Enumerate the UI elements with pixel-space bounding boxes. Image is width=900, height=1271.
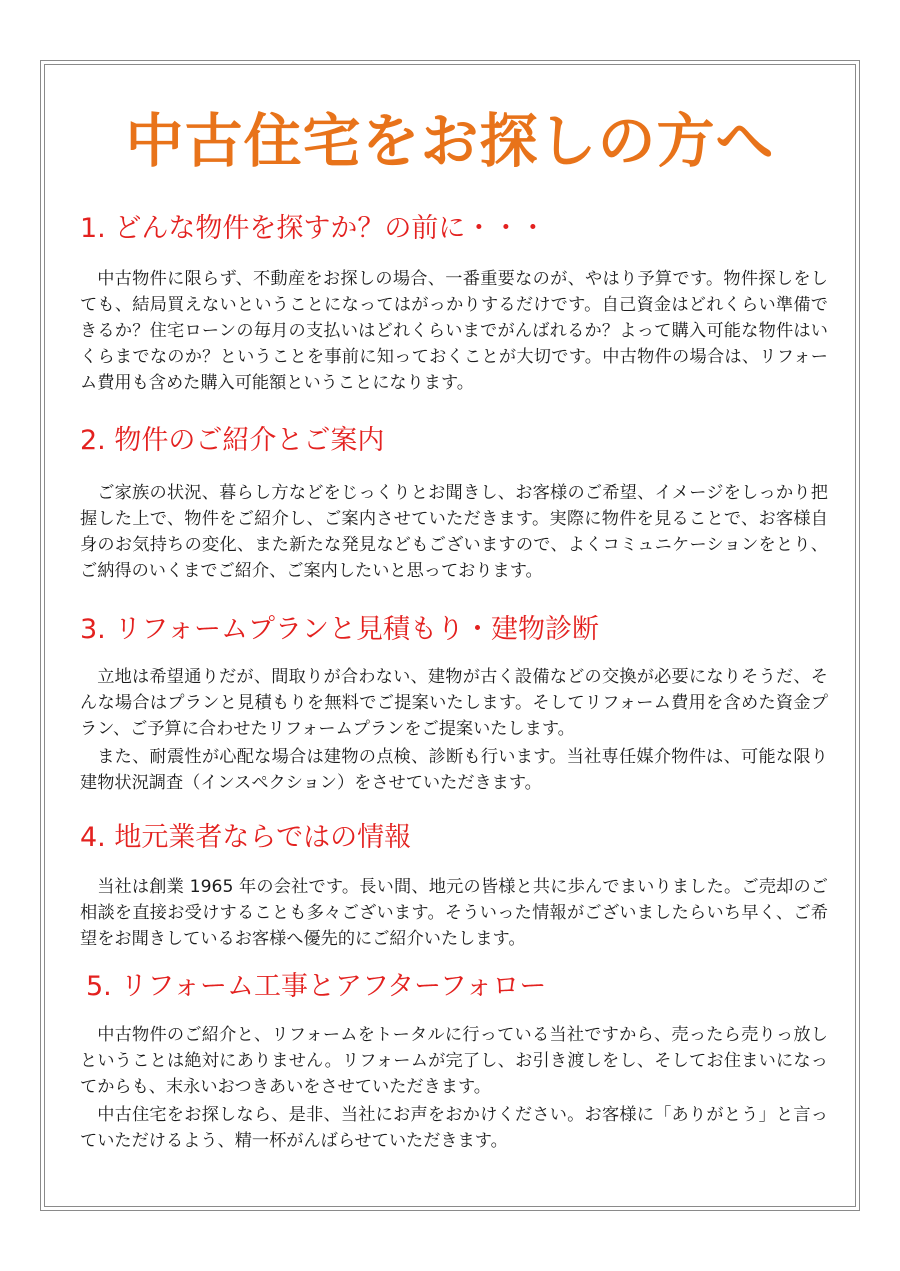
section-3-paragraph-1: 立地は希望通りだが、間取りが合わない、建物が古く設備などの交換が必要になりそうだ、そんな場合はプランと見積もりを無料でご提案いたします。そしてリフォーム費用を含めた資金プラン、ご予算に合わせたリフォームプランをご提案いたします。	[80, 667, 828, 739]
section-2-heading: 2. 物件のご紹介とご案内	[80, 425, 385, 456]
page-title: 中古住宅をお探しの方へ	[125, 107, 775, 175]
section-5-heading: 5. リフォーム工事とアフターフォロー	[86, 971, 547, 1002]
section-3-paragraph-2: また、耐震性が心配な場合は建物の点検、診断も行います。当社専任媒介物件は、可能な限り建物状況調査（インスペクション）をさせていただきます。	[80, 747, 828, 793]
section-2-paragraph-1: ご家族の状況、暮らし方などをじっくりとお聞きし、お客様のご希望、イメージをしっかり把握した上で、物件をご紹介し、ご案内させていただきます。実際に物件を見ることで、お客様自身のお気持ちの変化、また新たな発見などもございますので、よくコミュニケーションをとり、ご納得のいくまでご紹介、ご案内したいと思っております。	[80, 483, 828, 581]
section-1-paragraph-1: 中古物件に限らず、不動産をお探しの場合、一番重要なのが、やはり予算です。物件探しをしても、結局買えないということになってはがっかりするだけです。自己資金はどれくらい準備できるか？住宅ローンの毎月の支払いはどれくらいまでがんばれるか？よって購入可能な物件はいくらまでなのか？ということを事前に知っておくことが大切です。中古物件の場合は、リフォーム費用も含めた購入可能額ということになります。	[80, 269, 828, 393]
section-4-paragraph-1: 当社は創業 1965 年の会社です。長い間、地元の皆様と共に歩んでまいりました。ご売却のご相談を直接お受けすることも多々ございます。そういった情報がございましたらいち早く、ご希望をお聞きしているお客様へ優先的にご紹介いたします。	[80, 877, 828, 949]
section-5-paragraph-2: 中古住宅をお探しなら、是非、当社にお声をおかけください。お客様に「ありがとう」と言っていただけるよう、精一杯がんばらせていただきます。	[80, 1105, 828, 1151]
section-4-heading: 4. 地元業者ならではの情報	[80, 822, 412, 853]
section-3-heading: 3. リフォームプランと見積もり・建物診断	[80, 614, 599, 645]
section-5-paragraph-1: 中古物件のご紹介と、リフォームをトータルに行っている当社ですから、売ったら売りっ放しということは絶対にありません。リフォームが完了し、お引き渡しをし、そしてお住まいになってからも、末永いおつきあいをさせていただきます。	[80, 1025, 828, 1097]
section-1-heading: 1. どんな物件を探すか？の前に・・・	[80, 213, 547, 244]
